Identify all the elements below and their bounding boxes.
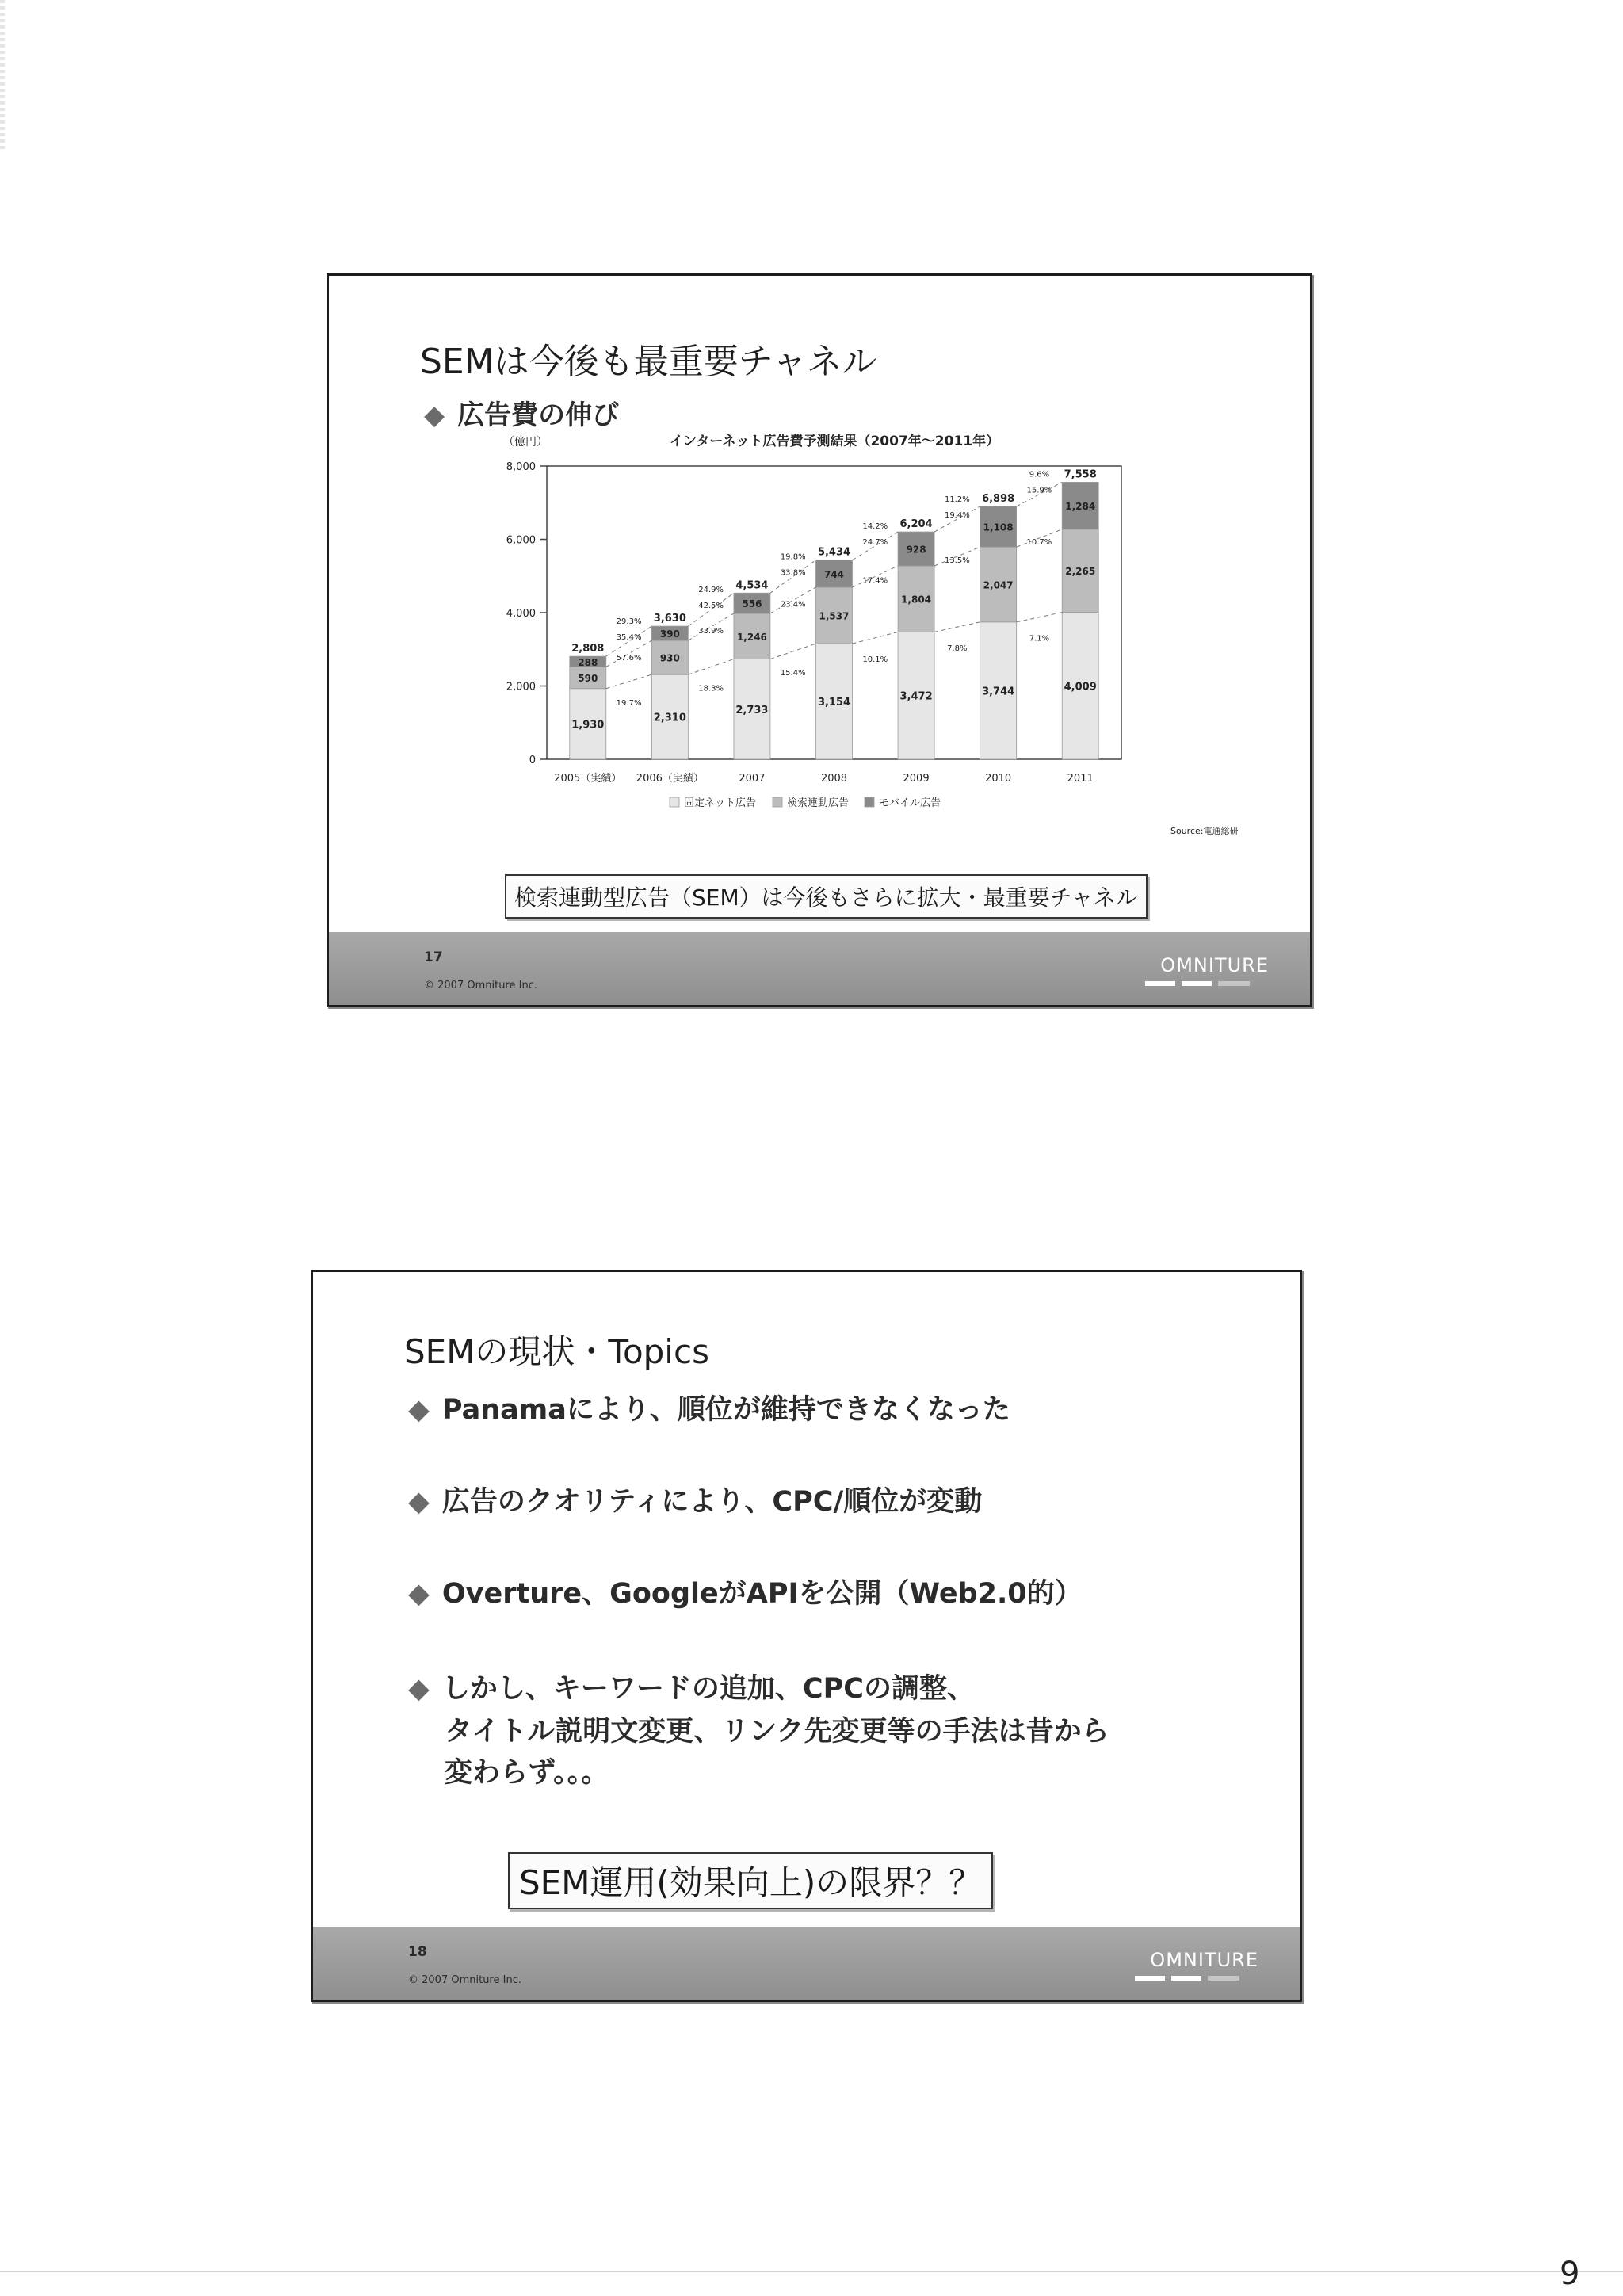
x-tick-label: 2008	[820, 773, 848, 785]
page-bottom-rule	[0, 2271, 1623, 2272]
growth-label-mobile: 35.4%	[616, 633, 642, 643]
bullet-continuation: 変わらず。。。	[445, 1757, 609, 1789]
slide-18	[311, 1270, 1302, 2002]
x-tick-label: 2009	[903, 773, 930, 785]
legend-swatch	[773, 797, 782, 807]
bar-value-label: 288	[578, 656, 598, 668]
copyright: © 2007 Omniture Inc.	[424, 980, 537, 991]
growth-label-mobile: 19.4%	[944, 510, 970, 520]
growth-label-fixed: 15.4%	[780, 668, 806, 678]
bar-value-label: 2,310	[653, 712, 686, 724]
slide-title: SEMの現状・Topics	[404, 1332, 709, 1371]
slide-footer	[329, 932, 1310, 1005]
bar-value-label: 744	[823, 568, 845, 580]
growth-label-fixed: 18.3%	[698, 684, 724, 693]
bar-value-label: 556	[742, 598, 762, 610]
bullet-continuation: タイトル説明文変更、リンク先変更等の手法は昔から	[445, 1716, 1109, 1748]
trend-line	[853, 632, 899, 644]
x-tick-label: 2006（実績）	[636, 773, 704, 785]
trend-line	[606, 674, 652, 689]
diamond-bullet-icon: ◆	[408, 1673, 430, 1705]
growth-label-search: 33.9%	[698, 627, 724, 636]
growth-label-search: 10.7%	[1026, 537, 1052, 547]
callout-box: 検索連動型広告（SEM）は今後もさらに拡大・最重要チャネル	[505, 874, 1148, 919]
copyright: © 2007 Omniture Inc.	[408, 1974, 521, 1986]
growth-label-total: 11.2%	[944, 495, 970, 504]
slide-title: SEMは今後も最重要チャネル	[420, 342, 877, 382]
logo-bars-icon	[1145, 981, 1264, 988]
ad-spend-chart	[329, 418, 1310, 862]
chart-title: インターネット広告費予測結果（2007年～2011年）	[670, 434, 1000, 449]
y-tick-label: 6,000	[506, 534, 536, 547]
bar-value-label: 3,472	[899, 690, 933, 703]
bullet-text: Overture、GoogleがAPIを公開（Web2.0的）	[441, 1578, 1083, 1610]
bullet-item	[408, 1480, 982, 1519]
bar-value-label: 1,804	[901, 594, 932, 606]
bar-value-label: 1,246	[736, 631, 767, 643]
bullet-item	[408, 1667, 975, 1706]
y-tick-label: 0	[529, 755, 536, 766]
growth-label-total: 24.9%	[698, 586, 724, 595]
y-tick-label: 8,000	[506, 461, 536, 473]
growth-label-mobile: 15.9%	[1026, 486, 1052, 495]
diamond-bullet-icon: ◆	[408, 1578, 430, 1610]
bar-value-label: 1,108	[983, 521, 1014, 533]
bar-value-label: 2,265	[1065, 566, 1096, 578]
y-tick-label: 2,000	[506, 681, 536, 693]
legend-label: モバイル広告	[879, 797, 941, 809]
growth-label-mobile: 42.5%	[698, 602, 724, 611]
growth-label-total: 14.2%	[862, 521, 888, 531]
bar-total-label: 4,534	[735, 579, 769, 592]
bar-value-label: 1,930	[571, 719, 605, 732]
growth-label-search: 13.5%	[944, 556, 970, 566]
bar-value-label: 390	[659, 628, 680, 640]
bar-total-label: 7,558	[1064, 468, 1097, 481]
bar-value-label: 3,154	[817, 697, 851, 709]
growth-label-search: 23.4%	[780, 600, 806, 609]
bar-value-label: 2,733	[735, 704, 769, 716]
legend-swatch	[865, 797, 874, 807]
trend-line	[770, 644, 816, 659]
growth-label-mobile: 24.7%	[862, 537, 888, 547]
logo-bars-icon	[1135, 1976, 1254, 1982]
chart-source: Source:電通総研	[1170, 826, 1239, 836]
legend-swatch	[670, 797, 679, 807]
diamond-bullet-icon: ◆	[408, 1394, 430, 1426]
chart-plot-area	[506, 461, 1121, 809]
omniture-logo: OMNITURE	[1160, 954, 1269, 976]
bar-total-label: 2,808	[571, 643, 605, 655]
slide-number: 17	[424, 949, 443, 965]
page-number: 9	[1560, 2256, 1580, 2292]
bar-value-label: 4,009	[1064, 681, 1097, 693]
callout-box: SEM運用(効果向上)の限界？？	[508, 1852, 993, 1909]
chart-ylabel: （億円）	[503, 436, 548, 449]
slide-footer	[313, 1927, 1300, 2000]
growth-label-fixed: 19.7%	[616, 698, 642, 708]
bullet-text: 広告のクオリティにより、CPC/順位が変動	[441, 1486, 983, 1518]
bar-total-label: 6,204	[899, 518, 933, 531]
omniture-logo: OMNITURE	[1150, 1949, 1258, 1971]
growth-label-fixed: 10.1%	[862, 655, 888, 664]
bar-value-label: 1,537	[819, 610, 850, 622]
growth-label-fixed: 7.1%	[1029, 634, 1050, 644]
slide-17	[327, 273, 1312, 1007]
growth-label-mobile: 33.8%	[780, 568, 806, 578]
bar-value-label: 590	[578, 673, 598, 685]
x-tick-label: 2007	[739, 773, 766, 785]
bullet-text: Panamaにより、順位が維持できなくなった	[441, 1394, 1010, 1426]
bar-value-label: 930	[659, 652, 680, 664]
bar-value-label: 1,284	[1065, 501, 1096, 513]
bullet-text: しかし、キーワードの追加、CPCの調整、	[441, 1673, 975, 1705]
diamond-bullet-icon: ◆	[408, 1486, 430, 1518]
legend-label: 固定ネット広告	[684, 797, 757, 809]
legend-label: 検索連動広告	[787, 797, 850, 809]
diamond-bullet-icon: ◆	[424, 399, 445, 431]
x-tick-label: 2011	[1067, 773, 1094, 785]
growth-label-fixed: 7.8%	[947, 644, 968, 654]
x-tick-label: 2005（実績）	[554, 773, 622, 785]
growth-label-search: 17.4%	[862, 576, 888, 586]
growth-label-total: 29.3%	[616, 617, 642, 627]
bar-total-label: 3,630	[653, 613, 686, 625]
bar-value-label: 2,047	[983, 579, 1014, 591]
bullet-item	[408, 1572, 1083, 1611]
x-tick-label: 2010	[985, 773, 1012, 785]
growth-label-search: 57.6%	[616, 653, 642, 663]
trend-line	[934, 622, 980, 632]
trend-line	[1017, 613, 1063, 622]
slide-number: 18	[408, 1944, 427, 1960]
bullet-text: 広告費の伸び	[457, 399, 620, 431]
bar-total-label: 5,434	[817, 546, 851, 559]
bar-value-label: 3,744	[982, 686, 1015, 698]
trend-line	[688, 659, 734, 675]
bullet-item	[408, 1388, 1010, 1427]
growth-label-total: 9.6%	[1029, 470, 1050, 479]
scan-edge-mark	[0, 0, 5, 151]
bar-total-label: 6,898	[982, 492, 1015, 505]
bar-value-label: 928	[906, 544, 926, 556]
growth-label-total: 19.8%	[780, 552, 806, 562]
y-tick-label: 4,000	[506, 608, 536, 620]
